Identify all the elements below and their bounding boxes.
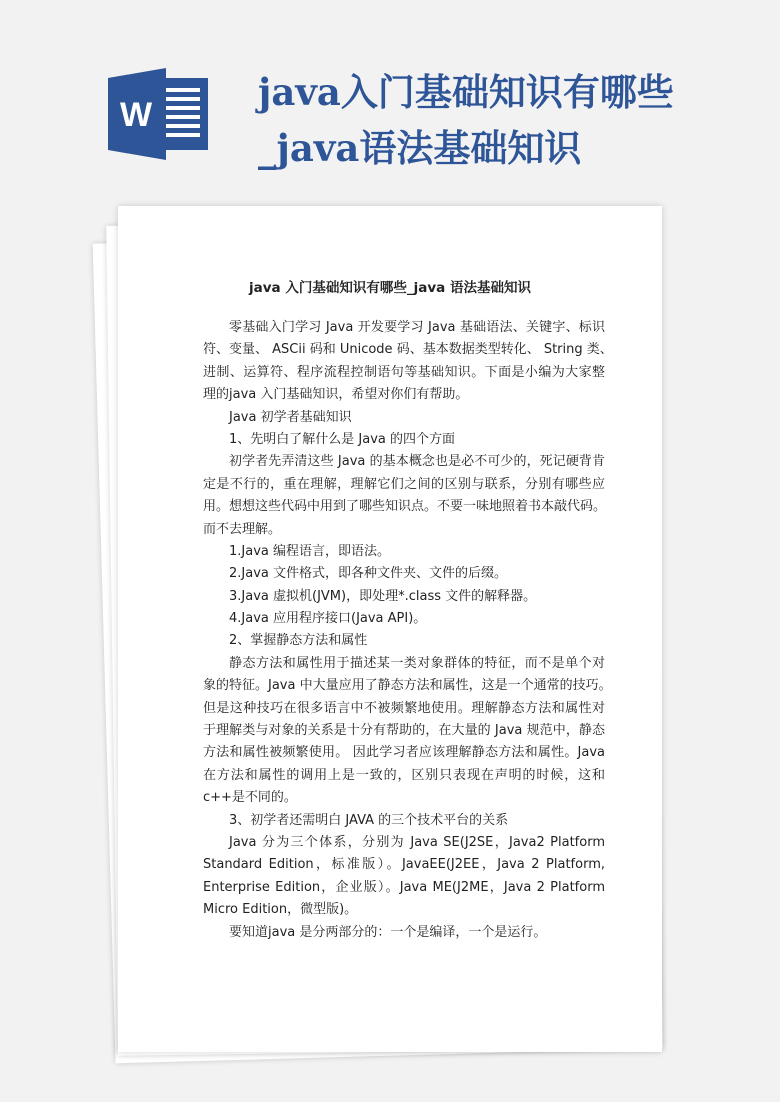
text-line: 静态方法和属性用于描述某一类对象群体的特征，而不是单个对 [229,655,605,671]
text-line: 于理解类与对象的关系是十分有帮助的，在大量的 Java 规范中，静态 [203,723,605,739]
document-body [203,317,613,944]
paragraph [203,407,605,429]
text-line: 1.Java 编程语言，即语法。 [229,543,390,559]
text-line: 1、先明白了解什么是 Java 的四个方面 [229,431,455,447]
paragraph [203,541,605,563]
text-line: Enterprise Edition，企业版）。Java ME(J2ME，Java 2 Platform [203,879,605,895]
text-line: 但是这种技巧在很多语言中不被频繁地使用。理解静态方法和属性对 [203,700,605,716]
text-line: 理的java 入门基础知识，希望对你们有帮助。 [203,387,469,403]
document-title: java 入门基础知识有哪些_java 语法基础知识 [249,280,531,296]
text-line: Java 初学者基础知识 [229,409,352,425]
text-line: 初学者先弄清这些 Java 的基本概念也是必不可少的，死记硬背肯 [229,454,605,470]
paragraph [203,653,612,810]
text-line: 方法和属性被频繁使用。 因此学习者应该理解静态方法和属性。Java [203,745,605,761]
text-line: 而不去理解。 [203,521,282,537]
text-line: Java 分为三个体系，分别为 Java SE(J2SE，Java2 Platform [229,834,605,850]
page-title [258,64,674,176]
paragraph [203,429,605,451]
text-line: 定是不行的，重在理解，理解它们之间的区别与联系，分别有哪些应 [203,476,605,492]
paragraph [203,810,605,832]
paragraph [203,832,605,922]
text-line: Micro Edition，微型版)。 [203,902,358,918]
text-line: 用。想想这些代码中用到了哪些知识点。不要一味地照着书本敲代码。 [203,499,607,515]
text-line: 在方法和属性的调用上是一致的，区别只表现在声明的时候，这和 [203,767,605,783]
text-line: 要知道java 是分两部分的：一个是编译，一个是运行。 [229,924,547,940]
document-page [118,206,662,1052]
paragraph [203,317,613,407]
paragraph [203,563,605,585]
paragraph [203,451,605,541]
text-line: 3、初学者还需明白 JAVA 的三个技术平台的关系 [229,812,509,828]
text-line: 零基础入门学习 Java 开发要学习 Java 基础语法、关键字、标识 [229,320,605,335]
word-document-icon [108,68,208,160]
text-line: c++是不同的。 [203,790,297,806]
title-line-2: _java语法基础知识 [258,126,582,170]
text-line: 象的特征。Java 中大量应用了静态方法和属性，这是一个通常的技巧。 [203,678,612,694]
paragraph [203,586,605,608]
paragraph [203,608,605,630]
paragraph [203,630,605,652]
text-line: 3.Java 虚拟机(JVM)，即处理*.class 文件的解释器。 [229,588,537,604]
text-line: 2、掌握静态方法和属性 [229,633,368,649]
text-line: 进制、运算符、程序流程控制语句等基础知识。下面是小编为大家整 [203,364,605,380]
text-line: 符、变量、 ASCii 码和 Unicode 码、基本数据类型转化、 String 类、 [203,342,613,358]
title-line-1: java入门基础知识有哪些 [258,70,674,114]
svg-text:W: W [119,96,153,134]
text-line: 2.Java 文件格式，即各种文件夹、文件的后缀。 [229,566,507,582]
text-line: 4.Java 应用程序接口(Java API)。 [229,611,427,627]
paragraph [203,922,605,944]
text-line: Standard Edition，标准版）。JavaEE(J2EE，Java 2 Platform, [203,857,605,873]
